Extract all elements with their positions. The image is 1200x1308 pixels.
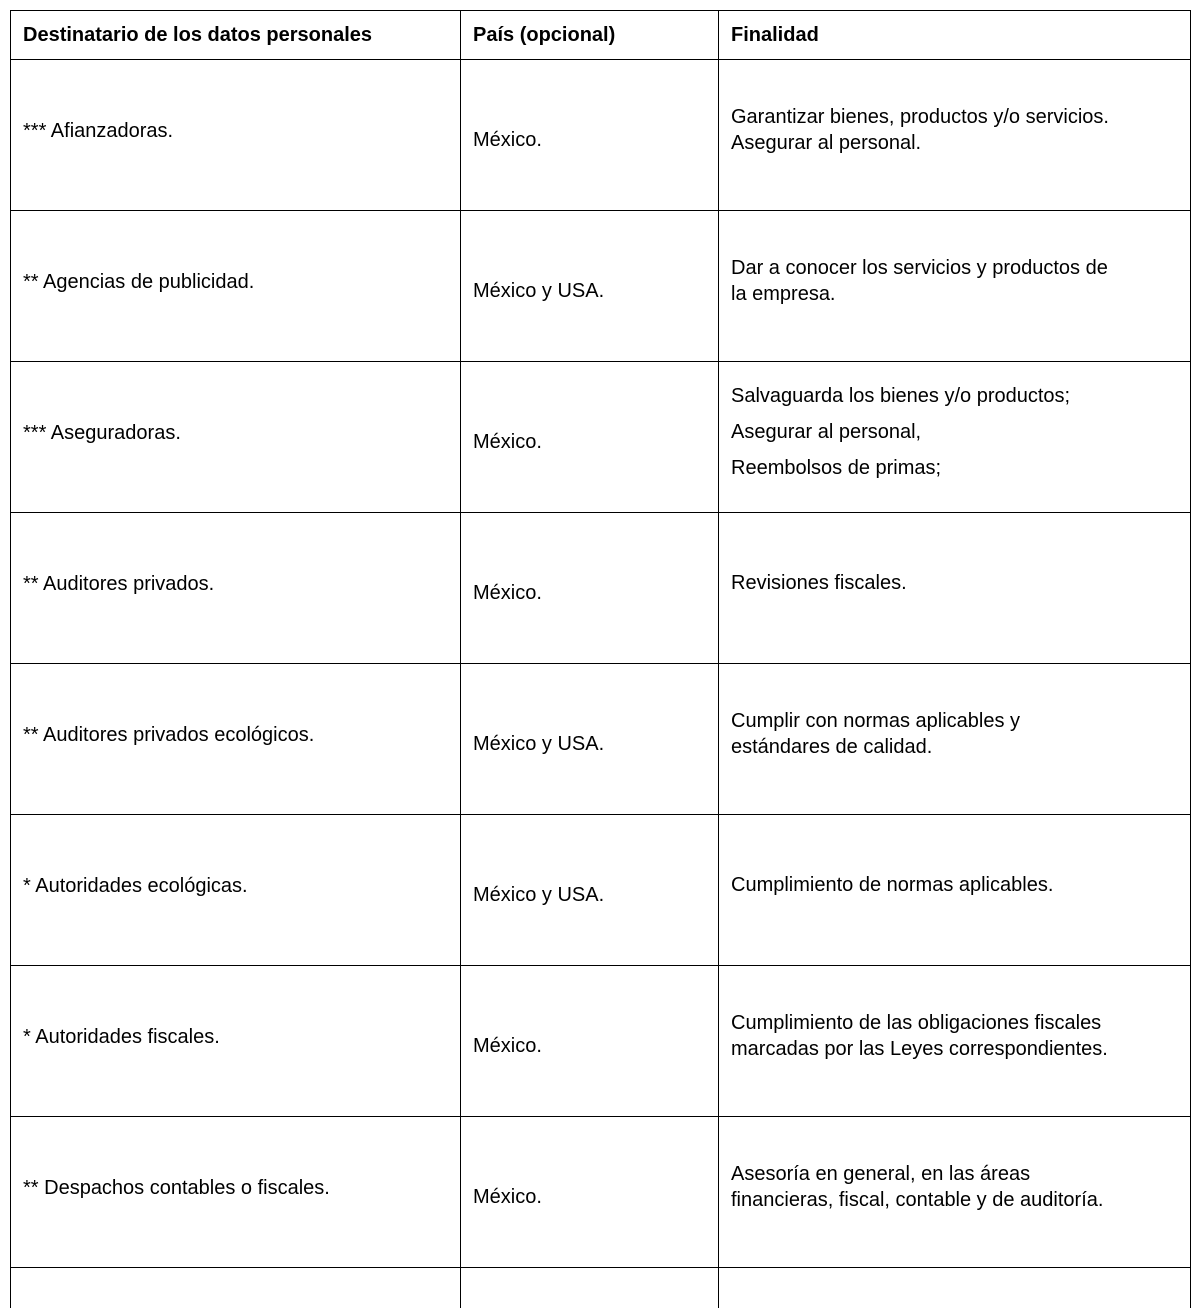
purpose-line: estándares de calidad. bbox=[731, 734, 1178, 760]
recipient-cell: ** Agencias de publicidad. bbox=[11, 211, 461, 362]
empty-cell bbox=[719, 1268, 1191, 1308]
header-purpose: Finalidad bbox=[719, 11, 1191, 60]
header-country: País (opcional) bbox=[461, 11, 719, 60]
table-row bbox=[11, 1117, 1191, 1268]
table-row bbox=[11, 211, 1191, 362]
purpose-line: Reembolsos de primas; bbox=[731, 455, 1178, 481]
purpose-cell bbox=[719, 664, 1191, 815]
country-cell: México. bbox=[461, 1117, 719, 1268]
purpose-line: Salvaguarda los bienes y/o productos; bbox=[731, 383, 1178, 409]
recipient-cell: *** Afianzadoras. bbox=[11, 60, 461, 211]
recipient-cell: ** Despachos contables o fiscales. bbox=[11, 1117, 461, 1268]
recipient-cell: * Autoridades fiscales. bbox=[11, 966, 461, 1117]
purpose-cell bbox=[719, 211, 1191, 362]
recipients-table bbox=[10, 10, 1191, 1308]
purpose-cell bbox=[719, 966, 1191, 1117]
purpose-cell bbox=[719, 1117, 1191, 1268]
purpose-line: Cumplimiento de las obligaciones fiscales bbox=[731, 1010, 1178, 1036]
recipient-cell: ** Auditores privados. bbox=[11, 513, 461, 664]
purpose-cell bbox=[719, 60, 1191, 211]
purpose-line: Cumplir con normas aplicables y bbox=[731, 708, 1178, 734]
purpose-line: Revisiones fiscales. bbox=[731, 570, 1178, 596]
header-recipient: Destinatario de los datos personales bbox=[11, 11, 461, 60]
purpose-line: financieras, fiscal, contable y de auditoría. bbox=[731, 1187, 1178, 1213]
table-row bbox=[11, 664, 1191, 815]
purpose-cell bbox=[719, 815, 1191, 966]
recipient-cell: *** Aseguradoras. bbox=[11, 362, 461, 513]
country-cell: México. bbox=[461, 60, 719, 211]
table-row bbox=[11, 362, 1191, 513]
table-row bbox=[11, 60, 1191, 211]
table-row-cutoff bbox=[11, 1268, 1191, 1308]
empty-cell bbox=[461, 1268, 719, 1308]
empty-cell bbox=[11, 1268, 461, 1308]
recipient-cell: * Autoridades ecológicas. bbox=[11, 815, 461, 966]
purpose-line: Asegurar al personal, bbox=[731, 419, 1178, 445]
country-cell: México. bbox=[461, 513, 719, 664]
purpose-line: Dar a conocer los servicios y productos de bbox=[731, 255, 1178, 281]
country-cell: México y USA. bbox=[461, 664, 719, 815]
recipient-cell: ** Auditores privados ecológicos. bbox=[11, 664, 461, 815]
country-cell: México y USA. bbox=[461, 211, 719, 362]
table-body bbox=[11, 60, 1191, 1308]
purpose-line: Asegurar al personal. bbox=[731, 130, 1178, 156]
purpose-line: Cumplimiento de normas aplicables. bbox=[731, 872, 1178, 898]
country-cell: México. bbox=[461, 966, 719, 1117]
table-row bbox=[11, 966, 1191, 1117]
table-row bbox=[11, 815, 1191, 966]
country-cell: México y USA. bbox=[461, 815, 719, 966]
table-row bbox=[11, 513, 1191, 664]
purpose-line: marcadas por las Leyes correspondientes. bbox=[731, 1036, 1178, 1062]
table-header-row bbox=[11, 11, 1191, 60]
country-cell: México. bbox=[461, 362, 719, 513]
purpose-cell bbox=[719, 362, 1191, 513]
purpose-line: la empresa. bbox=[731, 281, 1178, 307]
purpose-cell bbox=[719, 513, 1191, 664]
purpose-line: Asesoría en general, en las áreas bbox=[731, 1161, 1178, 1187]
purpose-line: Garantizar bienes, productos y/o servicios. bbox=[731, 104, 1178, 130]
